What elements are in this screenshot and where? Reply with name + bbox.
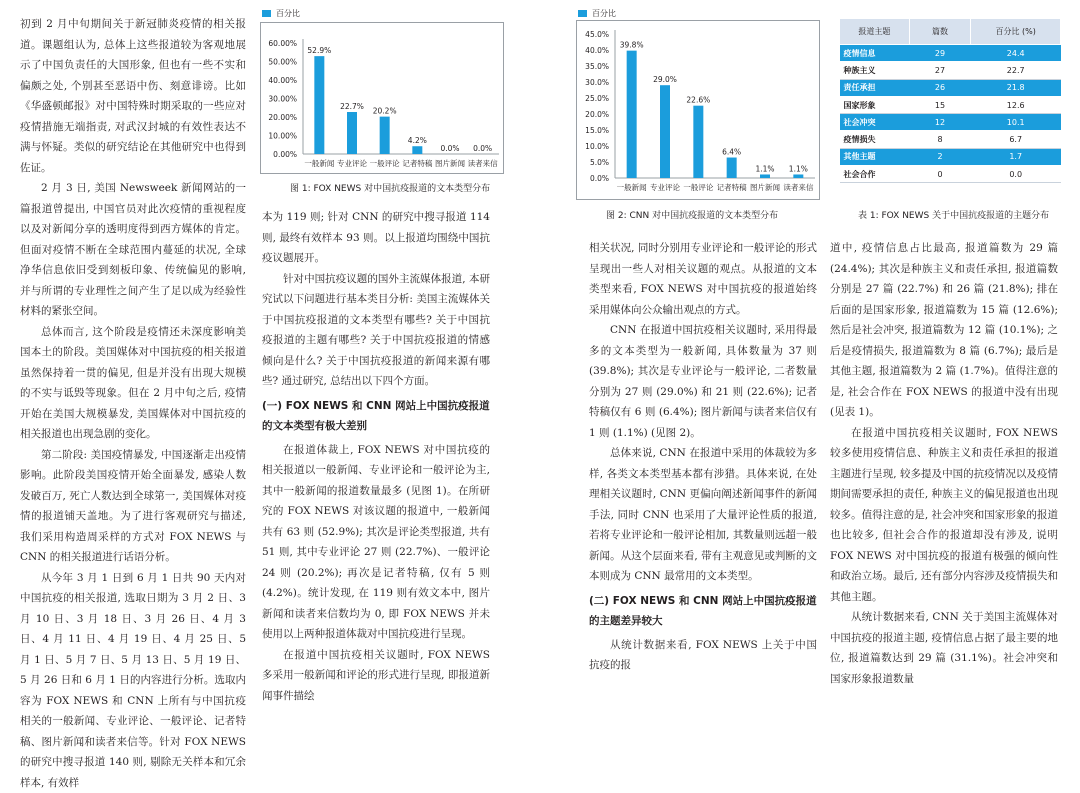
paragraph: 道中, 疫情信息占比最高, 报道篇数为 29 篇 (24.4%); 其次是种族主义和责任承担, 报道篇数分别是 27 篇 (22.7%) 和 26 篇 (21.8%); 排在后面的是国家形象, 报道篇数为 15 篇 (12.6%); 然后是社会冲突, 报道篇数为 12 篇 (10.1%); 之后是疫情损失, 报道篇数为 8 篇 (6.7%); 最后是其他主题, 报道篇数为 2 篇 (1.7%)。值得注意的是, 社会合作在 FOX NEWS 的报道中没有出现 (见表 1)。 [830, 238, 1058, 423]
table-row [840, 96, 1061, 113]
y-tick-label: 50.00% [268, 58, 297, 67]
table-cell: 社会合作 [840, 166, 910, 183]
chart2-caption: 图 2: CNN 对中国抗疫报道的文本类型分布 [606, 208, 778, 221]
table-row [840, 79, 1061, 96]
chart1-svg [261, 23, 503, 173]
data-label: 6.4% [722, 148, 741, 157]
y-tick-label: 0.0% [590, 174, 609, 183]
table-cell: 10.1 [971, 114, 1061, 131]
topic-table [839, 18, 1061, 183]
table-row [840, 166, 1061, 183]
chart1-legend [262, 8, 300, 19]
table-row [840, 131, 1061, 148]
bar-一般新闻 [314, 56, 324, 154]
y-tick-label: 30.0% [585, 78, 609, 87]
table-cell: 种族主义 [840, 62, 910, 79]
table-cell: 21.8 [971, 79, 1061, 96]
paragraph: 第二阶段: 美国疫情暴发, 中国逐渐走出疫情影响。此阶段美国疫情开始全面暴发, 感染人数发破百万, 死亡人数达到全球第一, 美国媒体对疫情的报道铺天盖地。为了进行客观研究与描述, 我们采用构造周采样的方式对 FOX NEWS 与 CNN 的相关报道进行话语分析。 [20, 445, 246, 568]
paragraph: 总体来说, CNN 在报道中采用的体裁较为多样, 各类文本类型基本都有涉猎。具体来说, 在处理相关议题时, CNN 更偏向阐述新闻事件的新闻手法, 同时 CNN 也采用了大量评论性质的报道, 若将专业评论和一般评论相加, 其数量则远超一般新闻。从这个层面来看, 带有主观意见或判断的文本则成为 CNN 最常用的文本类型。 [589, 443, 817, 587]
x-tick-label: 记者特稿 [717, 182, 747, 192]
bar-读者来信 [793, 174, 803, 178]
y-tick-label: 20.0% [585, 110, 609, 119]
chart1-caption: 图 1: FOX NEWS 对中国抗疫报道的文本类型分布 [290, 181, 490, 194]
x-tick-label: 一般新闻 [617, 182, 647, 192]
paragraph: 本为 119 则; 针对 CNN 的研究中搜寻报道 114 则, 最终有效样本 93 则。以上报道均围绕中国抗疫议题展开。 [262, 207, 490, 269]
y-tick-label: 40.0% [585, 46, 609, 55]
data-label: 29.0% [653, 75, 677, 84]
y-tick-label: 40.00% [268, 76, 297, 85]
bar-记者特稿 [727, 158, 737, 178]
x-tick-label: 图片新闻 [750, 182, 780, 192]
table-cell: 12 [909, 114, 971, 131]
legend-swatch [262, 10, 271, 17]
table-cell: 责任承担 [840, 79, 910, 96]
bar-一般新闻 [627, 51, 637, 178]
table-cell: 12.6 [971, 96, 1061, 113]
table-cell: 其他主题 [840, 148, 910, 165]
table-header: 篇数 [909, 19, 971, 45]
table-row [840, 62, 1061, 79]
paragraph: 从统计数据来看, FOX NEWS 上关于中国抗疫的报 [589, 635, 817, 676]
bar-专业评论 [347, 112, 357, 154]
paragraph: 从今年 3 月 1 日到 6 月 1 日共 90 天内对中国抗疫的相关报道, 选取日期为 3 月 2 日、3 月 10 日、3 月 18 日、3 月 26 日、4 月 3 日、4 月 11 日、4 月 19 日、4 月 25 日、5 月 1 日、5 月 7 日、5 月 13 日、5 月 19 日、5 月 26 日和 6 月 1 日的内容进行分析。选取内容为 FOX NEWS 和 CNN 上所有与中国抗疫相关的一般新闻、专业评论、一般评论、记者特稿、图片新闻和读者来信等。针对 FOX NEWS 的研究中搜寻报道 140 则, 剔除无关样本和冗余样本, 有效样 [20, 568, 246, 793]
x-tick-label: 一般新闻 [304, 158, 334, 168]
chart2-frame [576, 20, 820, 200]
chart2-legend [578, 8, 616, 19]
paragraph: 针对中国抗疫议题的国外主流媒体报道, 本研究试以下问题进行基本类目分析: 美国主流媒体关于中国抗疫报道的文本类型有哪些? 关于中国抗疫报道的主题有哪些? 关于中国抗疫报道的情感倾向是什么? 关于中国抗疫报道的新闻来源有哪些? 通过研究, 总结出以下四个方面。 [262, 269, 490, 392]
bar-图片新闻 [760, 174, 770, 178]
table-cell: 国家形象 [840, 96, 910, 113]
y-tick-label: 5.0% [590, 158, 609, 167]
y-tick-label: 60.00% [268, 39, 297, 48]
y-tick-label: 15.0% [585, 126, 609, 135]
table-row [840, 148, 1061, 165]
x-tick-label: 专业评论 [650, 182, 680, 192]
x-tick-label: 记者特稿 [402, 158, 432, 168]
table-cell: 6.7 [971, 131, 1061, 148]
data-label: 4.2% [408, 136, 427, 145]
x-tick-label: 一般评论 [683, 182, 713, 192]
x-tick-label: 一般评论 [370, 158, 400, 168]
paragraph: 在报道体裁上, FOX NEWS 对中国抗疫的相关报道以一般新闻、专业评论和一般评论为主, 其中一般新闻的报道数量最多 (见图 1)。在所研究的 FOX NEWS 对该议题的报道中, 一般新闻共有 63 则 (52.9%); 其次是评论类型报道, 共有 51 则, 其中专业评论 27 则 (22.7%)、一般评论 24 则 (20.2%); 再次是记者特稿, 仅有 5 则 (4.2%)。统计发现, 在 119 则有效文本中, 图片新闻和读者来信数均为 0, 即 FOX NEWS 并未使用以上两种报道体裁对中国抗疫进行呈现。 [262, 440, 490, 645]
column-2 [262, 207, 490, 608]
y-tick-label: 30.00% [268, 95, 297, 104]
bar-专业评论 [660, 85, 670, 178]
data-label: 0.0% [440, 144, 459, 153]
legend-label: 百分比 [592, 8, 616, 19]
data-label: 20.2% [373, 107, 397, 116]
data-label: 22.6% [686, 96, 710, 105]
table-header-row [840, 19, 1061, 45]
x-tick-label: 专业评论 [337, 158, 367, 168]
y-tick-label: 35.0% [585, 62, 609, 71]
table-cell: 0.0 [971, 166, 1061, 183]
table-cell: 0 [909, 166, 971, 183]
bar-一般评论 [693, 106, 703, 178]
paragraph: 总体而言, 这个阶段是疫情还未深度影响美国本土的阶段。美国媒体对中国抗疫的相关报道虽然保持着一贯的偏见, 但是并没有出现大规模的不实与诋毁等现象。但在 2 月中旬之后, 疫情开始在美国大规模暴发, 美国媒体对中国抗疫的相关报道也出现急剧的变化。 [20, 322, 246, 445]
paragraph: 初到 2 月中旬期间关于新冠肺炎疫情的相关报道。课题组认为, 总体上这些报道较为客观地展示了中国负责任的大国形象, 但也有一些不实和偏颇之处, 个别甚至恶语中伤、刻意诽谤。比如《华盛顿邮报》对中国特殊时期采取的一些应对疫情措施无端指责, 对武汉封城的有效性表达不满与怀疑。类似的研究结论在其他研究中也得到佐证。 [20, 14, 246, 178]
table-cell: 29 [909, 45, 971, 62]
table-caption: 表 1: FOX NEWS 关于中国抗疫报道的主题分布 [858, 208, 1049, 221]
table-row [840, 114, 1061, 131]
table-cell: 疫情损失 [840, 131, 910, 148]
table-cell: 疫情信息 [840, 45, 910, 62]
x-tick-label: 图片新闻 [435, 158, 465, 168]
paragraph: 在报道中国抗疫相关议题时, FOX NEWS 较多使用疫情信息、种族主义和责任承担的报道主题进行呈现, 较多提及中国的抗疫情况以及疫情期间需要承担的责任, 种族主义的偏见报道也出现较多。值得注意的是, 社会冲突和国家形象的报道也比较多, 但社会合作的报道却没有涉及, 说明 FOX NEWS 对中国抗疫的报道有极强的倾向性和政治立场。最后, 还有部分内容涉及疫情损失和其他主题。 [830, 423, 1058, 608]
table-cell: 15 [909, 96, 971, 113]
bar-记者特稿 [412, 146, 422, 154]
data-label: 1.1% [755, 164, 774, 173]
table-cell: 27 [909, 62, 971, 79]
data-label: 0.0% [473, 144, 492, 153]
paragraph: 在报道中国抗疫相关议题时, FOX NEWS 多采用一般新闻和评论的形式进行呈现, 即报道新闻事件描绘 [262, 645, 490, 707]
table-cell: 24.4 [971, 45, 1061, 62]
y-tick-label: 10.0% [585, 142, 609, 151]
data-label: 39.8% [620, 41, 644, 50]
section-heading: (一) FOX NEWS 和 CNN 网站上中国抗疫报道的文本类型有极大差别 [262, 396, 490, 436]
paragraph: CNN 在报道中国抗疫相关议题时, 采用得最多的文本类型为一般新闻, 具体数量为 37 则 (39.8%); 其次是专业评论与一般评论, 二者数量分别为 27 则 (29.0%) 和 21 则 (22.6%); 记者特稿仅有 6 则 (6.4%); 图片新闻与读者来信仅有 1 则 (1.1%) (见图 2)。 [589, 320, 817, 443]
table-cell: 1.7 [971, 148, 1061, 165]
chart2-svg [577, 21, 819, 199]
y-tick-label: 0.00% [273, 150, 297, 159]
y-tick-label: 20.00% [268, 113, 297, 122]
section-heading: (二) FOX NEWS 和 CNN 网站上中国抗疫报道的主题差异较大 [589, 591, 817, 631]
table-cell: 2 [909, 148, 971, 165]
paragraph: 2 月 3 日, 美国 Newsweek 新闻网站的一篇报道曾提出, 中国官员对此次疫情的重视程度以及对新闻分享的透明度得到西方媒体的肯定。但面对疫情不断在全球范围内蔓延的状况, 全球净华信息依旧受到刻板印象、传统偏见的影响, 并与所谓的专业理性之间产生了足以成为经验性材料的紧张空间。 [20, 178, 246, 322]
table-cell: 26 [909, 79, 971, 96]
x-tick-label: 读者来信 [783, 182, 813, 192]
y-tick-label: 45.0% [585, 30, 609, 39]
paragraph: 从统计数据来看, CNN 关于美国主流媒体对中国抗疫的报道主题, 疫情信息占据了最主要的地位, 报道篇数达到 29 篇 (31.1%)。社会冲突和国家形象报道数量 [830, 607, 1058, 689]
legend-label: 百分比 [276, 8, 300, 19]
table-cell: 8 [909, 131, 971, 148]
table-cell: 22.7 [971, 62, 1061, 79]
table-row [840, 45, 1061, 62]
bar-一般评论 [380, 117, 390, 154]
x-tick-label: 读者来信 [468, 158, 498, 168]
y-tick-label: 10.00% [268, 132, 297, 141]
table-cell: 社会冲突 [840, 114, 910, 131]
data-label: 22.7% [340, 102, 364, 111]
column-1 [20, 14, 246, 622]
column-3 [589, 238, 817, 608]
data-label: 52.9% [307, 46, 331, 55]
column-4 [830, 238, 1058, 608]
table-header: 百分比 (%) [971, 19, 1061, 45]
y-tick-label: 25.0% [585, 94, 609, 103]
paragraph: 相关状况, 同时分别用专业评论和一般评论的形式呈现出一些人对相关议题的观点。从报道的文本类型来看, FOX NEWS 对中国抗疫的报道始终采用媒体向公众输出观点的方式。 [589, 238, 817, 320]
table-header: 报道主题 [840, 19, 910, 45]
data-label: 1.1% [789, 164, 808, 173]
chart1-frame [260, 22, 504, 174]
legend-swatch [578, 10, 587, 17]
